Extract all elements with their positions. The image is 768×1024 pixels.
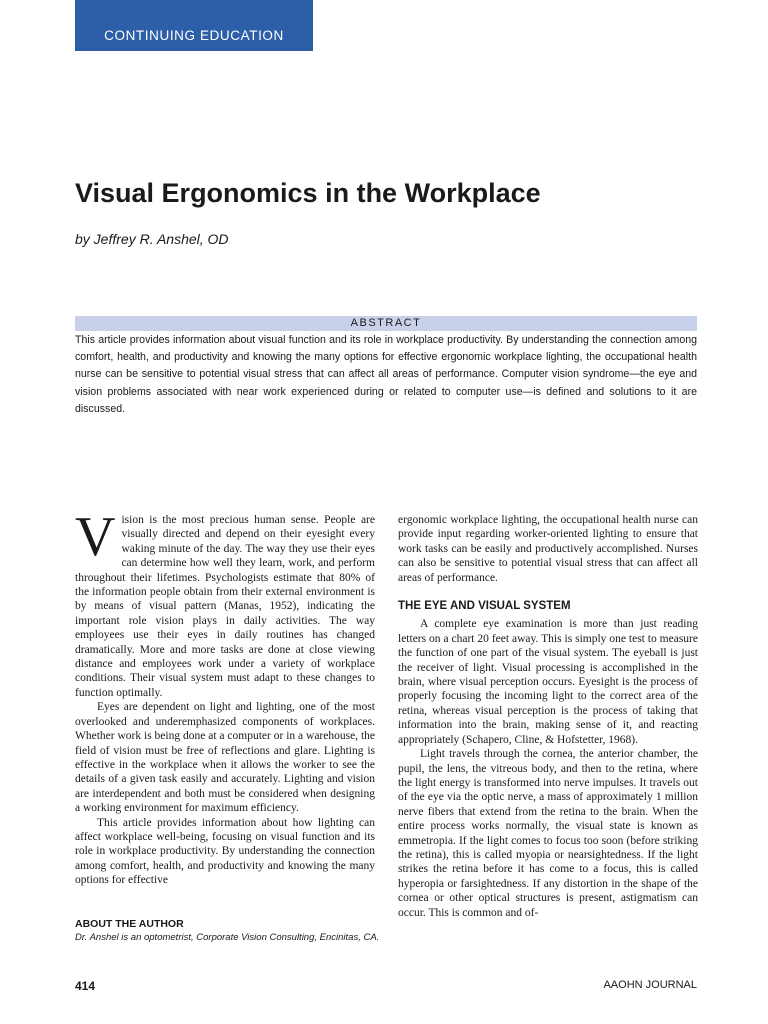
drop-cap: V: [75, 506, 116, 568]
section-heading: THE EYE AND VISUAL SYSTEM: [398, 600, 571, 613]
body-column-right: [398, 513, 698, 920]
body-paragraph: ergonomic workplace lighting, the occupational health nurse can provide input regarding worker-oriented lighting to ensure that work tasks can be easily and productively accomplished. Nurses can also be sensitive to potential visual stress that can affect all areas of performance.: [398, 514, 698, 584]
body-paragraph: [75, 506, 375, 700]
author-heading: ABOUT THE AUTHOR: [75, 918, 184, 930]
author-text: Dr. Anshel is an optometrist, Corporate Vision Consulting, Encinitas, CA.: [75, 932, 380, 943]
abstract-text: This article provides information about visual function and its role in workplace productivity. By understanding the connection among comfort, health, and productivity and knowing the many options for effective ergonomic workplace lighting, the occupational health nurse can be sensitive to potential visual stress that can affect all areas of performance. Computer vision syndrome—the eye and vision problems associated with near work experienced during or related to computer use—is defined and solutions to it are discussed.: [75, 334, 697, 415]
body-paragraph: Eyes are dependent on light and lighting, one of the most overlooked and underemphasized components of workplaces. Whether work is being done at a computer or in a warehouse, the field of vision must be free of reflections and glare. Lighting is effective in the workplace when it allows the worker to see the details of a given task easily and accurately. Lighting and vision are interdependent and both must be considered when designing a working environment for maximum efficiency.: [75, 701, 375, 815]
body-paragraph: A complete eye examination is more than just reading letters on a chart 20 feet away. This is simply one test to measure the function of one part of the visual system. The eyeball is just the receiver of light. Visual processing is accomplished in the brain, where visual perception occurs. Eyesight is the process of properly focusing the incoming light to the correct area of the retina, whereas visual perception is the process of taking that information into the brain, making sense of it, and reacting appropriately (Schapero, Cline, & Hofstetter, 1968).: [398, 618, 698, 746]
abstract-heading: ABSTRACT: [75, 316, 697, 331]
journal-name: AAOHN JOURNAL: [603, 979, 697, 991]
about-the-author: [75, 918, 385, 943]
section-banner: [75, 0, 313, 51]
article-byline: by Jeffrey R. Anshel, OD: [75, 231, 229, 247]
body-column-left: [75, 506, 375, 888]
page-number: 414: [75, 979, 96, 993]
body-paragraph-text: ision is the most precious human sense. People are visually directed and depend on their eyesight every waking minute of the day. The way they use their eyes can determine how well they learn, work, and perform throughout their lifetimes. Psychologists estimate that 80% of the information people obtain from their external environment is by means of visual pattern (Manas, 1952), indicating the important role vision plays in daily activities. The way employees use their eyes in daily routines has changed dramatically. More and more tasks are done at close viewing distance and employees work under a variety of workplace conditions. Their visual system must adapt to these changes to function optimally.: [75, 514, 375, 699]
banner-label: CONTINUING EDUCATION: [104, 28, 284, 43]
body-paragraph: This article provides information about how lighting can affect workplace well-being, focusing on visual function and its role in workplace productivity. By understanding the connection among comfort, health, and productivity and knowing the many options for effective: [75, 816, 375, 887]
article-title: Visual Ergonomics in the Workplace: [75, 178, 541, 208]
body-paragraph: Light travels through the cornea, the anterior chamber, the pupil, the lens, the vitreous body, and then to the retina, where the light energy is transformed into nerve impulses. It travels out of the eye via the optic nerve, a mass of approximately 1 million nerve fibers that extend from the retina to the brain. When the entire process works normally, the visual state is known as emmetropia. If the light comes to focus too soon (before striking the retina), this is called myopia or nearsightedness. If the light strikes the retina before it has come to a focus, this is called hyperopia or farsightedness. If any distortion in the shape of the cornea or other optical structures is present, astigmatism can occur. This is common and of-: [398, 748, 698, 919]
